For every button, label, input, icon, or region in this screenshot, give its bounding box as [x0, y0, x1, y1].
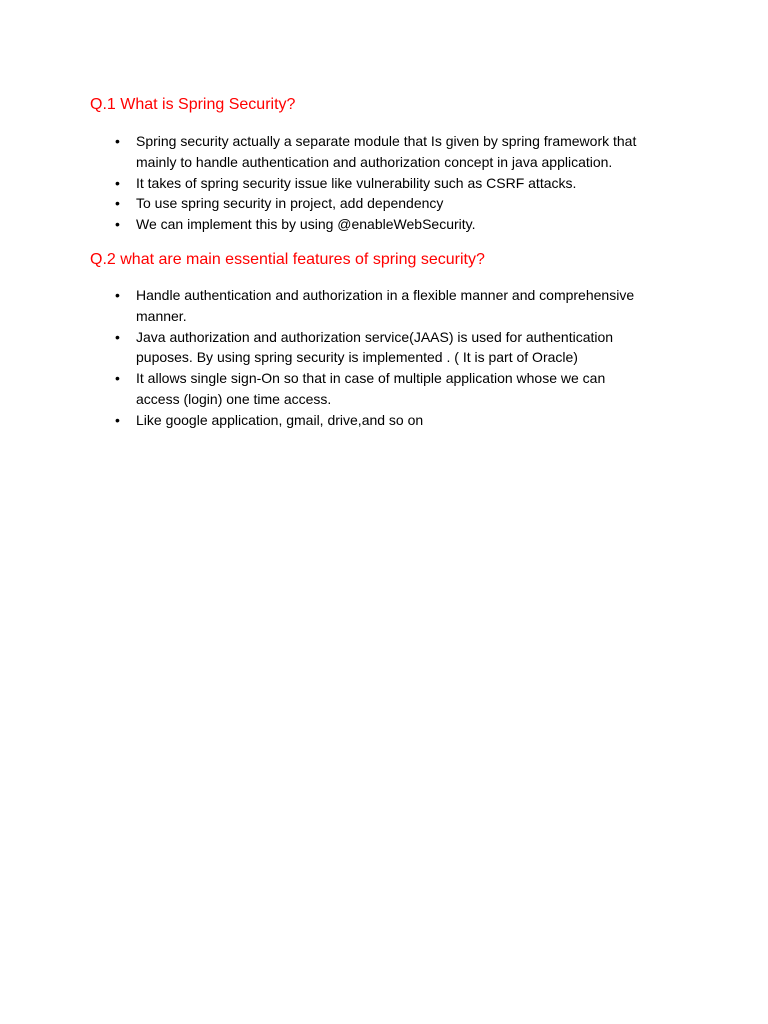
list-item	[112, 327, 692, 369]
list-item-text-line: To use spring security in project, add dependency	[136, 195, 444, 212]
list-item	[112, 193, 692, 214]
bullet-icon: •	[115, 195, 120, 212]
section-heading-q2: Q.2 what are main essential features of spring security?	[90, 251, 485, 268]
list-item-text-line: Like google application, gmail, drive,and so on	[136, 411, 424, 428]
bullet-icon: •	[115, 370, 120, 387]
bullet-list-q1	[112, 131, 692, 235]
bullet-icon: •	[115, 174, 120, 191]
bullet-list-q2	[112, 285, 692, 431]
list-item	[112, 173, 692, 194]
list-item-text-line: Handle authentication and authorization in a flexible manner and comprehensive	[136, 287, 635, 303]
list-item	[112, 285, 692, 327]
list-item	[112, 410, 692, 431]
section-heading-q1: Q.1 What is Spring Security?	[90, 96, 296, 113]
list-item	[112, 131, 692, 173]
list-item-text-line: We can implement this by using @enableWebSecurity.	[136, 216, 476, 233]
list-item-text-line: It allows single sign-On so that in case of multiple application whose we can	[136, 370, 606, 387]
list-item-text-line: puposes. By using spring security is implemented . ( It is part of Oracle)	[136, 349, 578, 366]
bullet-icon: •	[115, 216, 120, 233]
list-item-text-line: access (login) one time access.	[136, 390, 332, 407]
list-item	[112, 214, 692, 235]
bullet-icon: •	[115, 287, 120, 303]
list-item-text-line: Java authorization and authorization service(JAAS) is used for authentication	[136, 328, 614, 345]
bullet-icon: •	[115, 411, 120, 428]
list-item-text-line: It takes of spring security issue like vulnerability such as CSRF attacks.	[136, 174, 577, 191]
list-item-text-line: mainly to handle authentication and authorization concept in java application.	[136, 153, 613, 170]
bullet-icon: •	[115, 133, 120, 149]
bullet-icon: •	[115, 328, 120, 345]
list-item	[112, 368, 692, 410]
list-item-text-line: manner.	[136, 307, 187, 324]
list-item-text-line: Spring security actually a separate module that Is given by spring framework that	[136, 133, 637, 149]
